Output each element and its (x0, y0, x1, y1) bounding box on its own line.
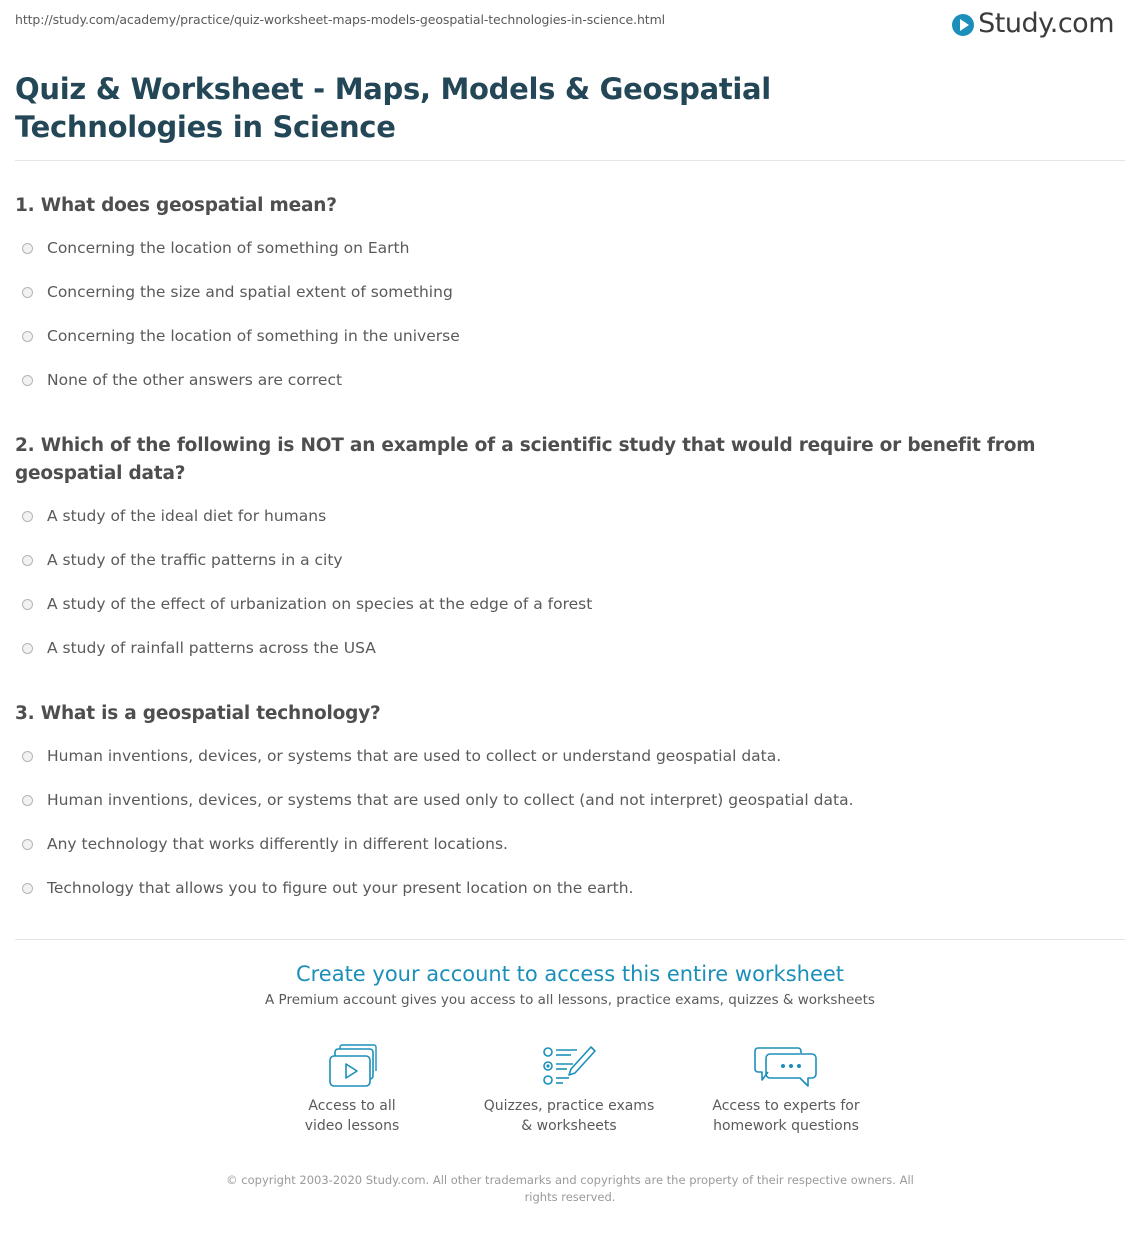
answer-option[interactable] (22, 327, 460, 345)
answer-text: Any technology that works differently in different locations. (47, 835, 508, 853)
answer-text: Concerning the size and spatial extent of something (47, 283, 453, 301)
answer-option[interactable] (22, 639, 376, 657)
answer-text: Human inventions, devices, or systems that are used to collect or understand geospatial data. (47, 747, 782, 765)
answer-text: Technology that allows you to figure out your present location on the earth. (47, 879, 634, 897)
answer-text: A study of rainfall patterns across the USA (47, 639, 376, 657)
create-account-link[interactable]: Create your account to access this entire worksheet (295, 962, 845, 986)
page-title: Quiz & Worksheet - Maps, Models & Geospatial Technologies in Science (15, 72, 771, 144)
answer-option[interactable] (22, 551, 343, 569)
answer-option[interactable] (22, 371, 342, 389)
radio-button[interactable] (22, 375, 33, 386)
answer-option[interactable] (22, 507, 326, 525)
question-2: 2. Which of the following is NOT an example of a scientific study that would require or benefit from geospatial data? (15, 435, 1036, 484)
logo-text: Study.com (978, 8, 1114, 39)
radio-button[interactable] (22, 839, 33, 850)
answer-text: None of the other answers are correct (47, 371, 343, 389)
feature-quizzes (469, 1044, 669, 1136)
answer-text: A study of the traffic patterns in a city (47, 551, 343, 569)
answer-text: A study of the effect of urbanization on species at the edge of a forest (47, 595, 593, 613)
answer-option[interactable] (22, 595, 592, 613)
page-url: http://study.com/academy/practice/quiz-worksheet-maps-models-geospatial-technologies-in-science.html (15, 12, 666, 27)
radio-button[interactable] (22, 331, 33, 342)
feature-label-line2: homework questions (713, 1118, 859, 1134)
video-lessons-icon (326, 1044, 378, 1088)
study-logo[interactable] (952, 8, 1114, 39)
radio-button[interactable] (22, 883, 33, 894)
answer-option[interactable] (22, 239, 409, 257)
feature-label-line1: Access to all (308, 1098, 396, 1114)
answer-option[interactable] (22, 747, 781, 765)
feature-label-line1: Quizzes, practice exams (483, 1098, 655, 1114)
radio-button[interactable] (22, 555, 33, 566)
play-circle-icon (952, 14, 974, 36)
radio-button[interactable] (22, 751, 33, 762)
answer-option[interactable] (22, 879, 633, 897)
question-1: 1. What does geospatial mean? (15, 195, 337, 216)
answer-text: A study of the ideal diet for humans (47, 507, 327, 525)
feature-label-line2: & worksheets (521, 1118, 617, 1134)
feature-video-lessons (252, 1044, 452, 1136)
question-3: 3. What is a geospatial technology? (15, 703, 381, 724)
answer-text: Concerning the location of something in the universe (47, 327, 460, 345)
feature-experts (686, 1044, 886, 1136)
title-divider (15, 160, 1125, 161)
radio-button[interactable] (22, 287, 33, 298)
quiz-checklist-icon (541, 1044, 597, 1088)
answer-option[interactable] (22, 791, 854, 809)
radio-button[interactable] (22, 511, 33, 522)
radio-button[interactable] (22, 643, 33, 654)
cta-divider (15, 939, 1125, 940)
answer-text: Concerning the location of something on Earth (47, 239, 410, 257)
radio-button[interactable] (22, 599, 33, 610)
answer-text: Human inventions, devices, or systems that are used only to collect (and not interpret) geospatial data. (47, 791, 854, 809)
feature-label-line1: Access to experts for (712, 1098, 860, 1114)
copyright-notice: © copyright 2003-2020 Study.com. All other trademarks and copyrights are the property of their respective owners. All rights reserved. (226, 1173, 914, 1204)
radio-button[interactable] (22, 243, 33, 254)
cta-subtitle: A Premium account gives you access to all lessons, practice exams, quizzes & worksheets (265, 992, 875, 1008)
answer-option[interactable] (22, 835, 508, 853)
answer-option[interactable] (22, 283, 453, 301)
radio-button[interactable] (22, 795, 33, 806)
chat-bubbles-icon (754, 1044, 818, 1088)
feature-label-line2: video lessons (304, 1118, 400, 1134)
